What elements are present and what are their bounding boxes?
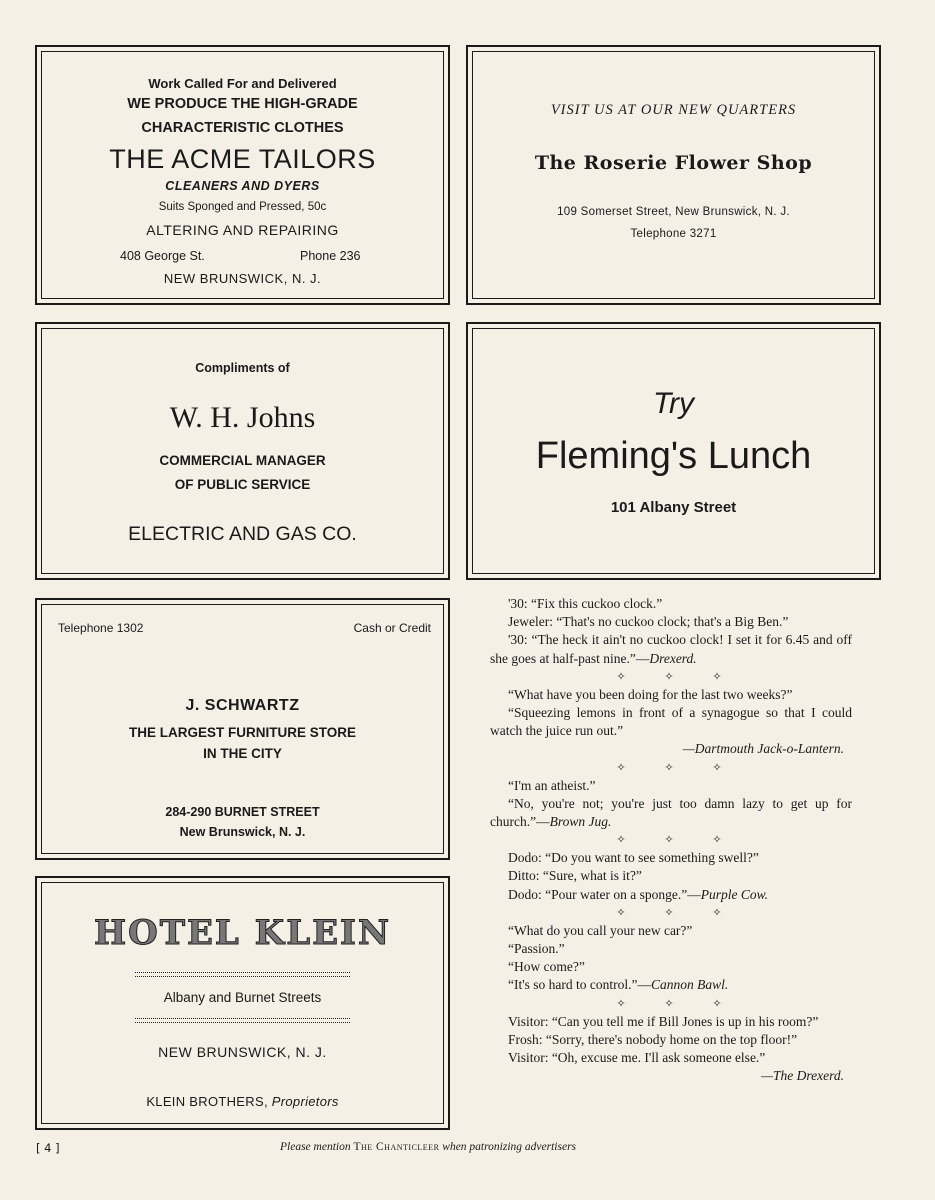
joke6-line1: Visitor: “Can you tell me if Bill Jones is up in his room?” bbox=[508, 1013, 819, 1029]
joke1-line1: '30: “Fix this cuckoo clock.” bbox=[508, 596, 663, 611]
joke3-line1: “I'm an atheist.” bbox=[508, 777, 596, 793]
schwartz-line2: IN THE CITY bbox=[203, 746, 282, 761]
schwartz-line1: THE LARGEST FURNITURE STORE bbox=[128, 725, 356, 740]
joke2-source bbox=[490, 740, 852, 758]
roserie-phone: Telephone 3271 bbox=[630, 228, 717, 240]
joke6-source bbox=[490, 1067, 852, 1085]
footer-pre: Please mention bbox=[280, 1141, 351, 1153]
joke1-line3 bbox=[490, 631, 852, 667]
joke4-line3 bbox=[490, 886, 852, 904]
fleming-try: Try bbox=[652, 387, 695, 420]
acme-line4: Suits Sponged and Pressed, 50c bbox=[158, 201, 327, 213]
joke1-source: Drexerd. bbox=[649, 650, 697, 666]
klein-owners-line bbox=[42, 1094, 443, 1109]
joke4-line2: Ditto: “Sure, what is it?” bbox=[508, 868, 642, 884]
acme-line2: WE PRODUCE THE HIGH-GRADE bbox=[127, 96, 358, 112]
joke6-line3: Visitor: “Oh, excuse me. I'll ask someone else.” bbox=[508, 1050, 766, 1066]
acme-address: 408 George St. bbox=[120, 249, 205, 263]
ad-j-schwartz bbox=[35, 598, 450, 860]
acme-sub: CLEANERS AND DYERS bbox=[165, 179, 320, 193]
joke5-source: Cannon Bawl. bbox=[651, 977, 729, 993]
joke1-line2: Jeweler: “That's no cuckoo clock; that's a Big Ben.” bbox=[508, 614, 789, 630]
ad-acme-tailors bbox=[35, 45, 450, 305]
johns-title2: OF PUBLIC SERVICE bbox=[174, 477, 311, 492]
ad-hotel-klein bbox=[35, 876, 450, 1130]
acme-phone: Phone 236 bbox=[300, 249, 361, 263]
schwartz-city: New Brunswick, N. J. bbox=[179, 825, 306, 839]
schwartz-phone: Telephone 1302 bbox=[58, 621, 144, 635]
klein-owners-role: Proprietors bbox=[271, 1094, 339, 1109]
joke4-line1: Dodo: “Do you want to see something swell?” bbox=[508, 850, 759, 866]
page-number: [ 4 ] bbox=[36, 1141, 60, 1155]
klein-name: HOTEL KLEIN bbox=[93, 913, 392, 953]
joke2-line2: “Squeezing lemons in front of a synagogue so that I could watch the juice run out.” bbox=[490, 705, 852, 739]
footer-publication: The Chanticleer bbox=[353, 1141, 440, 1153]
joke5-text: “It's so hard to control.”— bbox=[508, 977, 652, 993]
joke2-source-text: —Dartmouth Jack-o-Lantern. bbox=[682, 741, 844, 757]
roserie-name: The Roserie Flower Shop bbox=[534, 152, 813, 174]
johns-company: ELECTRIC AND GAS CO. bbox=[128, 523, 357, 545]
ad-wh-johns bbox=[35, 322, 450, 580]
joke2-line1: “What have you been doing for the last two weeks?” bbox=[508, 686, 793, 702]
schwartz-terms: Cash or Credit bbox=[353, 621, 431, 635]
footer-note bbox=[280, 1141, 576, 1153]
schwartz-name: J. SCHWARTZ bbox=[185, 697, 300, 714]
klein-rule-bottom bbox=[135, 1018, 350, 1023]
acme-line3: CHARACTERISTIC CLOTHES bbox=[141, 120, 344, 136]
johns-name: W. H. Johns bbox=[169, 401, 316, 434]
joke5-line1: “What do you call your new car?” bbox=[508, 922, 693, 938]
johns-compliments: Compliments of bbox=[195, 361, 290, 375]
klein-owners: KLEIN BROTHERS, bbox=[146, 1094, 268, 1109]
joke4-text: Dodo: “Pour water on a sponge.”— bbox=[508, 886, 701, 902]
ad-roserie-flower-shop bbox=[466, 45, 881, 305]
roserie-address: 109 Somerset Street, New Brunswick, N. J. bbox=[557, 206, 790, 218]
divider: ✧ ✧ ✧ bbox=[616, 834, 740, 847]
joke3-line2 bbox=[490, 795, 852, 831]
fleming-address: 101 Albany Street bbox=[610, 499, 737, 516]
johns-title1: COMMERCIAL MANAGER bbox=[159, 453, 326, 468]
joke3-text: “No, you're not; you're just too damn lazy to get up for church.”— bbox=[490, 795, 852, 830]
footer-post: when patronizing advertisers bbox=[442, 1141, 577, 1153]
divider: ✧ ✧ ✧ bbox=[616, 670, 740, 683]
klein-streets: Albany and Burnet Streets bbox=[163, 990, 322, 1005]
klein-city: NEW BRUNSWICK, N. J. bbox=[158, 1044, 327, 1060]
joke6-line2: Frosh: “Sorry, there's nobody home on the top floor!” bbox=[508, 1031, 798, 1047]
acme-name: THE ACME TAILORS bbox=[109, 144, 376, 174]
joke4-source: Purple Cow. bbox=[700, 886, 768, 902]
joke1-text: '30: “The heck it ain't no cuckoo clock! I set it for 6.45 and off she goes at half-past nine.”— bbox=[490, 632, 852, 666]
fleming-name: Fleming's Lunch bbox=[535, 435, 812, 477]
joke5-line3: “How come?” bbox=[508, 959, 585, 975]
divider: ✧ ✧ ✧ bbox=[616, 761, 740, 774]
ad-flemings-lunch bbox=[466, 322, 881, 580]
acme-line1: Work Called For and Delivered bbox=[148, 76, 337, 91]
joke5-line4 bbox=[490, 976, 852, 994]
joke3-source: Brown Jug. bbox=[549, 814, 612, 830]
acme-line5: ALTERING AND REPAIRING bbox=[146, 222, 339, 238]
divider: ✧ ✧ ✧ bbox=[616, 906, 740, 919]
klein-rule-top bbox=[135, 972, 350, 977]
acme-city: NEW BRUNSWICK, N. J. bbox=[163, 271, 322, 286]
divider: ✧ ✧ ✧ bbox=[616, 997, 740, 1010]
joke5-line2: “Passion.” bbox=[508, 941, 565, 957]
roserie-tagline: VISIT US AT OUR NEW QUARTERS bbox=[550, 102, 797, 118]
schwartz-address: 284-290 BURNET STREET bbox=[165, 805, 320, 819]
joke6-source-text: —The Drexerd. bbox=[761, 1068, 844, 1084]
jokes-column bbox=[490, 595, 852, 1085]
